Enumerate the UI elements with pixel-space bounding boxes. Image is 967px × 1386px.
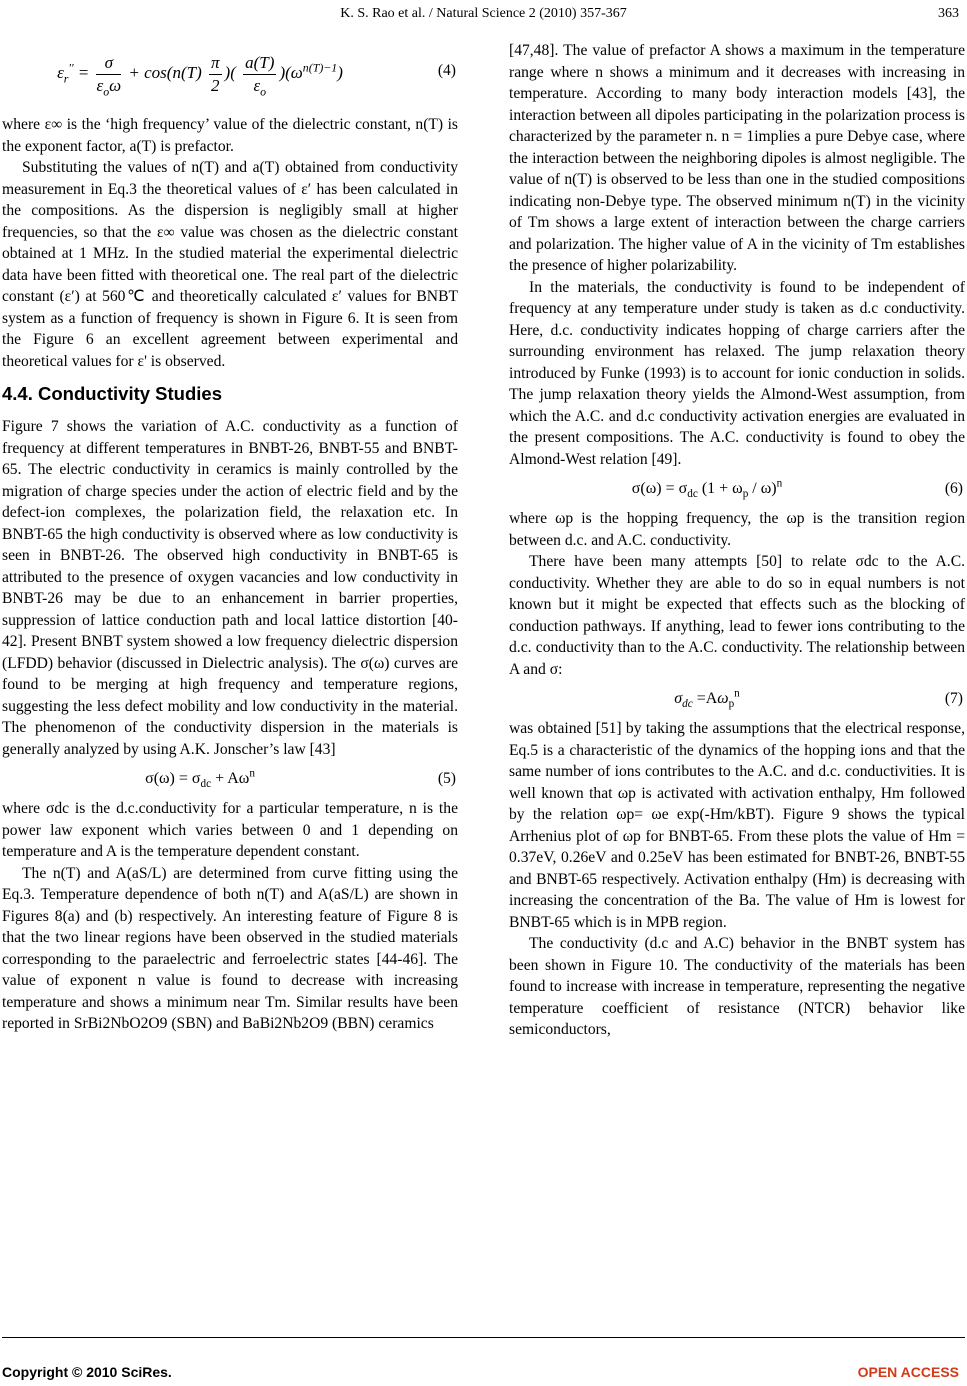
paragraph: [47,48]. The value of prefactor A shows a maximum in the temperature range where n shows a minimum and it decreases with increasing in temperature. According to many body interaction models [43], the interaction between all dipoles participating in the polarization process is characterized by the parameter n. n = 1implies a pure Debye case, where the interaction between the neighboring dipoles is almost negligible. The value of n(T) is observed to be less than one in the studied compositions indicating non-Debye type. The observed minimum n(T) in the vicinity of Tm shows a large extent of interaction between the charge carriers and polarization. The higher value of A in the vicinity of Tm establishes the presence of higher polarizability.: [509, 42, 965, 274]
paragraph: Figure 7 shows the variation of A.C. conductivity as a function of frequency at different temperatures in BNBT-26, BNBT-55 and BNBT-65. The electric conductivity in ceramics is mainly controlled by the migration of charge species under the action of electric field and by the defect-ion complexes, the polarization field, the relaxation etc. In BNBT-65 the high conductivity is observed where as low conductivity is seen in BNBT-26. The observed high conductivity in BNBT-65 is attributed to the presence of oxygen vacancies and low conductivity in BNBT-26 may be due to an enhancement in barrier properties, suppression of lattice conduction path and local lattice distortion [40-42]. Present BNBT system showed a low frequency dielectric dispersion (LFDD) behavior (discussed in Dielectric analysis). The σ(ω) curves are found to be merging at high frequency and temperature regions, suggesting the less defect mobility and low conductivity in the material. The phenomenon of the conductivity dispersion in the materials is generally analyzed by using A.K. Jonscher’s law [43]: [2, 418, 458, 758]
equation-6: [509, 470, 965, 508]
paragraph: There have been many attempts [50] to relate σdc to the A.C. conductivity. Whether they are able to do so in equal numbers is not known but it might be expected that effects such as the blocking of conduction pathways. If anything, lead to fewer ions contributing to the d.c. conductivity than to the A.C. conductivity. The relationship between A and σ:: [509, 553, 965, 678]
paragraph: where ωp is the hopping frequency, the ωp is the transition region between d.c. and A.C. conductivity.: [509, 510, 965, 549]
equation-4: [2, 40, 458, 114]
page-number: 363: [938, 6, 959, 21]
equation-7-expression: $\sigma_{dc} =A\omega_p^n$: [674, 687, 740, 711]
open-access-label: OPEN ACCESS: [857, 1364, 959, 1380]
left-column: [2, 40, 458, 1035]
paragraph: The n(T) and A(aS/L) are determined from curve fitting using the Eq.3. Temperature dependence of both n(T) and A(aS/L) are shown in Figures 8(a) and (b) respectively. An interesting feature of Figure 8 is that the two linear regions have been observed in the studied materials corresponding to the paraelectric and ferroelectric states [44-46]. The value of exponent n value is found to decrease with increasing temperature and shows a minimum near Tm. Similar results have been reported in SrBi2NbO2O9 (SBN) and BaBi2Nb2O9 (BBN) ceramics: [2, 864, 458, 1032]
paragraph: where ε∞ is the ‘high frequency’ value of the dielectric constant, n(T) is the exponent factor, a(T) is prefactor.: [2, 116, 458, 155]
equation-7-number: (7): [944, 690, 963, 707]
copyright-notice: Copyright © 2010 SciRes.: [2, 1364, 172, 1380]
equation-5-expression: $\sigma(\omega) = \sigma_{dc} + A\omega^n$: [145, 767, 255, 791]
running-title: K. S. Rao et al. / Natural Science 2 (2010) 357-367: [340, 6, 627, 21]
footer-divider: [2, 1337, 965, 1338]
equation-6-expression: $\sigma(\omega) = \sigma_{dc}$ $(1 + \omega_p / \omega)^n$: [631, 477, 783, 501]
equation-4-expression: $\varepsilon_r''$ = $\frac{\sigma}{\varepsilon_o\omega}$ + cos(n(T) $\frac{\pi}{2}$ )( $\frac{a(T)}{\varepsilon_o}$ )$(\omega^{n(T)-1})$: [57, 53, 343, 98]
section-heading: 4.4. Conductivity Studies: [2, 383, 222, 404]
equation-7: [509, 680, 965, 718]
equation-4-number: (4): [437, 62, 456, 79]
paragraph: The conductivity (d.c and A.C) behavior in the BNBT system has been shown in Figure 10. The conductivity of the materials has been found to increase with increase in temperature, representing the negative temperature coefficient of resistance (NTCR) behavior like semiconductors,: [509, 935, 965, 1038]
paragraph: Substituting the values of n(T) and a(T) obtained from conductivity measurement in Eq.3 the theoretical values of ε′ has been calculated in the compositions. As the dispersion is negligibly small at higher frequencies, so that the ε∞ value was chosen as the dielectric constant obtained at 1 MHz. In the studied material the experimental dielectric data have been fitted with theoretical one. The real part of the dielectric constant (ε′) at 560℃ and theoretically calculated ε′ values for BNBT system as a function of frequency is shown in Figure 6. It is seen from the Figure 6 an excellent agreement between experimental and theoretical values for ε' is observed.: [2, 159, 458, 370]
equation-5: [2, 760, 458, 798]
paragraph: was obtained [51] by taking the assumptions that the electrical response, Eq.5 is a characteristic of the dynamics of the hopping ions and that the same number of ions contributes to the A.C. and d.c. conductivities. It is well known that ωp is activated with activation enthalpy, Hm followed by the relation ωp= ωe exp(-Hm/kBT). Figure 9 shows the typical Arrhenius plot of ωp for BNBT-65. From these plots the value of Hm = 0.37eV, 0.26eV and 0.25eV has been estimated for BNBT-26, BNBT-55 and BNBT-65 respectively. Activation enthalpy (Hm) is decreasing with increasing the concentration of the Ba. The value of Hm is lowest for BNBT-65 which is in MPB region.: [509, 720, 965, 931]
equation-6-number: (6): [944, 480, 963, 497]
paragraph: In the materials, the conductivity is found to be independent of frequency at any temperature under study is taken as d.c conductivity. Here, d.c. conductivity indicates hopping of charge carriers after the surrounding environment has relaxed. The jump relaxation theory introduced by Funke (1993) is to account for ionic conduction in solids. The jump relaxation theory yields the Almond-West assumption, from which the A.C. and d.c conductivity activation energies are evaluated in the present compositions. The A.C. conductivity is found to obey the Almond-West relation [49].: [509, 278, 965, 468]
paragraph: where σdc is the d.c.conductivity for a particular temperature, n is the power law exponent which varies between 0 and 1 depending on temperature and A is the temperature dependent constant.: [2, 800, 458, 860]
page-header: [0, 6, 967, 28]
right-column: [509, 40, 965, 1041]
equation-5-number: (5): [437, 770, 456, 787]
